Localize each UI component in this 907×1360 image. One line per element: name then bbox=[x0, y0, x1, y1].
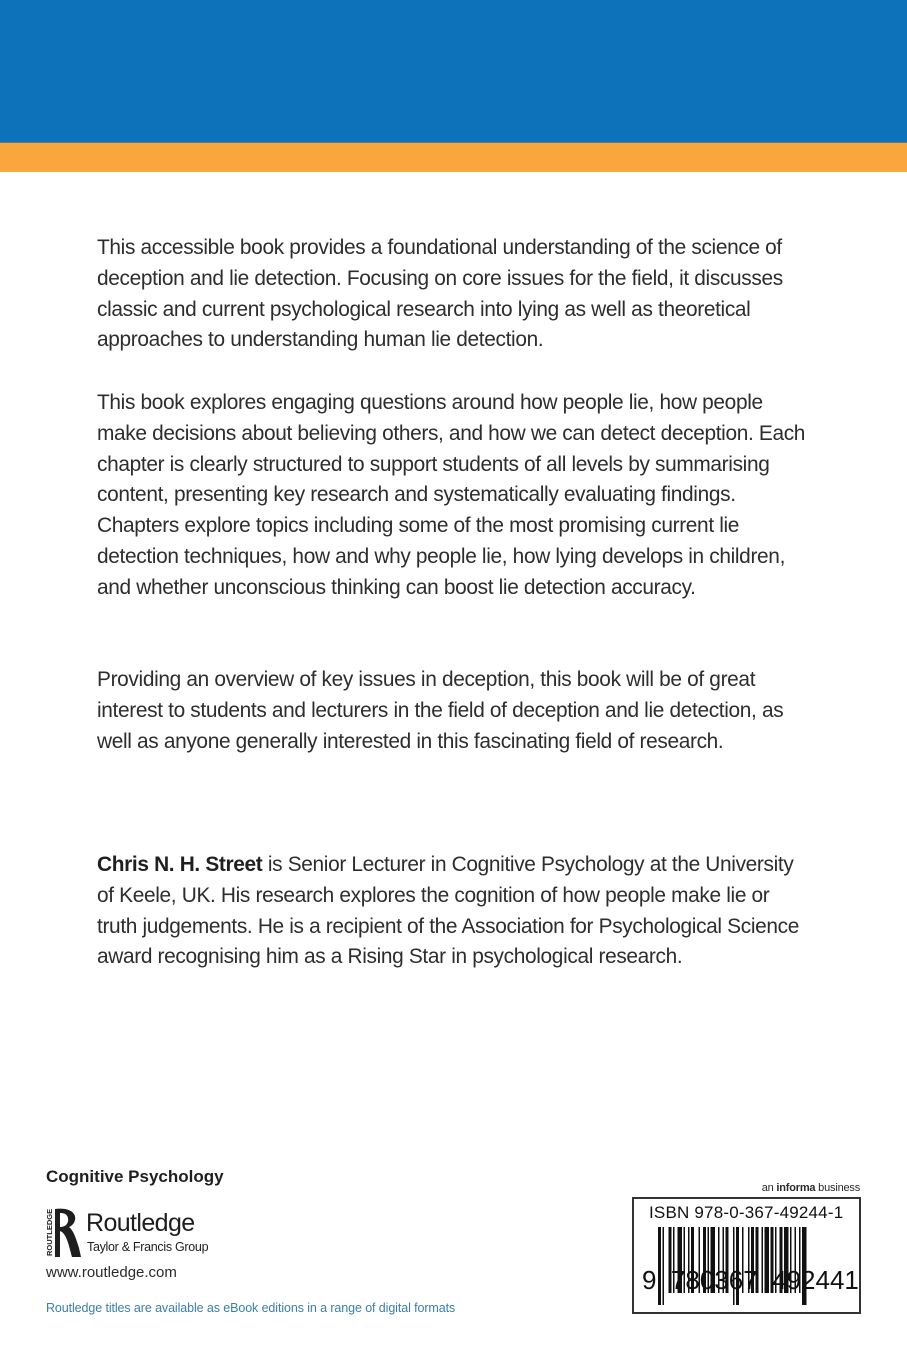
informa-brand: informa bbox=[776, 1182, 816, 1194]
ebook-availability-note: Routledge titles are available as eBook editions in a range of digital formats bbox=[46, 1301, 456, 1315]
informa-prefix: an bbox=[761, 1182, 777, 1194]
publisher-group: Taylor & Francis Group bbox=[87, 1240, 209, 1254]
informa-business-tagline bbox=[762, 1182, 860, 1194]
description-paragraph-1: This accessible book provides a foundational understanding of the science of deception and lie detection. Focusing on core issues for the field, it discusses classic and current psychological research into lying as well as theoretical approaches to understanding human lie detection. bbox=[97, 235, 783, 352]
barcode-digits: 9 780367 492441 bbox=[642, 1265, 859, 1295]
series-name: Cognitive Psychology bbox=[46, 1167, 224, 1186]
description-paragraph-2: This book explores engaging questions around how people lie, how people make decisions about believing others, and how we can detect deception. Each chapter is clearly structured to support students of all levels by summarising content, presenting key research and systematically evaluating findings. Chapters explore topics including some of the most promising current lie detection techniques, how and why people lie, how lying develops in children, and whether unconscious thinking can boost lie detection accuracy. bbox=[97, 390, 806, 599]
isbn-label: ISBN 978-0-367-49244-1 bbox=[649, 1203, 844, 1222]
logo-side-text: ROUTLEDGE bbox=[45, 1208, 54, 1256]
isbn-barcode-box bbox=[632, 1197, 861, 1314]
author-name: Chris N. H. Street bbox=[97, 852, 263, 876]
author-bio bbox=[97, 849, 805, 972]
publisher-name: Routledge bbox=[86, 1209, 195, 1237]
routledge-r-icon bbox=[52, 1208, 82, 1258]
publisher-website-link[interactable]: www.routledge.com bbox=[46, 1264, 177, 1281]
description-paragraph-3: Providing an overview of key issues in deception, this book will be of great interest to students and lecturers in the field of deception and lie detection, as well as anyone generally interested in this fascinating field of research. bbox=[97, 667, 784, 753]
cover-accent-band bbox=[0, 142, 907, 172]
cover-top-band bbox=[0, 0, 907, 142]
author-bio-text: is Senior Lecturer in Cognitive Psychology at the University of Keele, UK. His research explores the cognition of how people make lie or truth judgements. He is a recipient of the Association for Psychological Science award recognising him as a Rising Star in psychological research. bbox=[97, 852, 799, 969]
informa-suffix: business bbox=[815, 1182, 860, 1194]
routledge-logo bbox=[44, 1208, 244, 1260]
